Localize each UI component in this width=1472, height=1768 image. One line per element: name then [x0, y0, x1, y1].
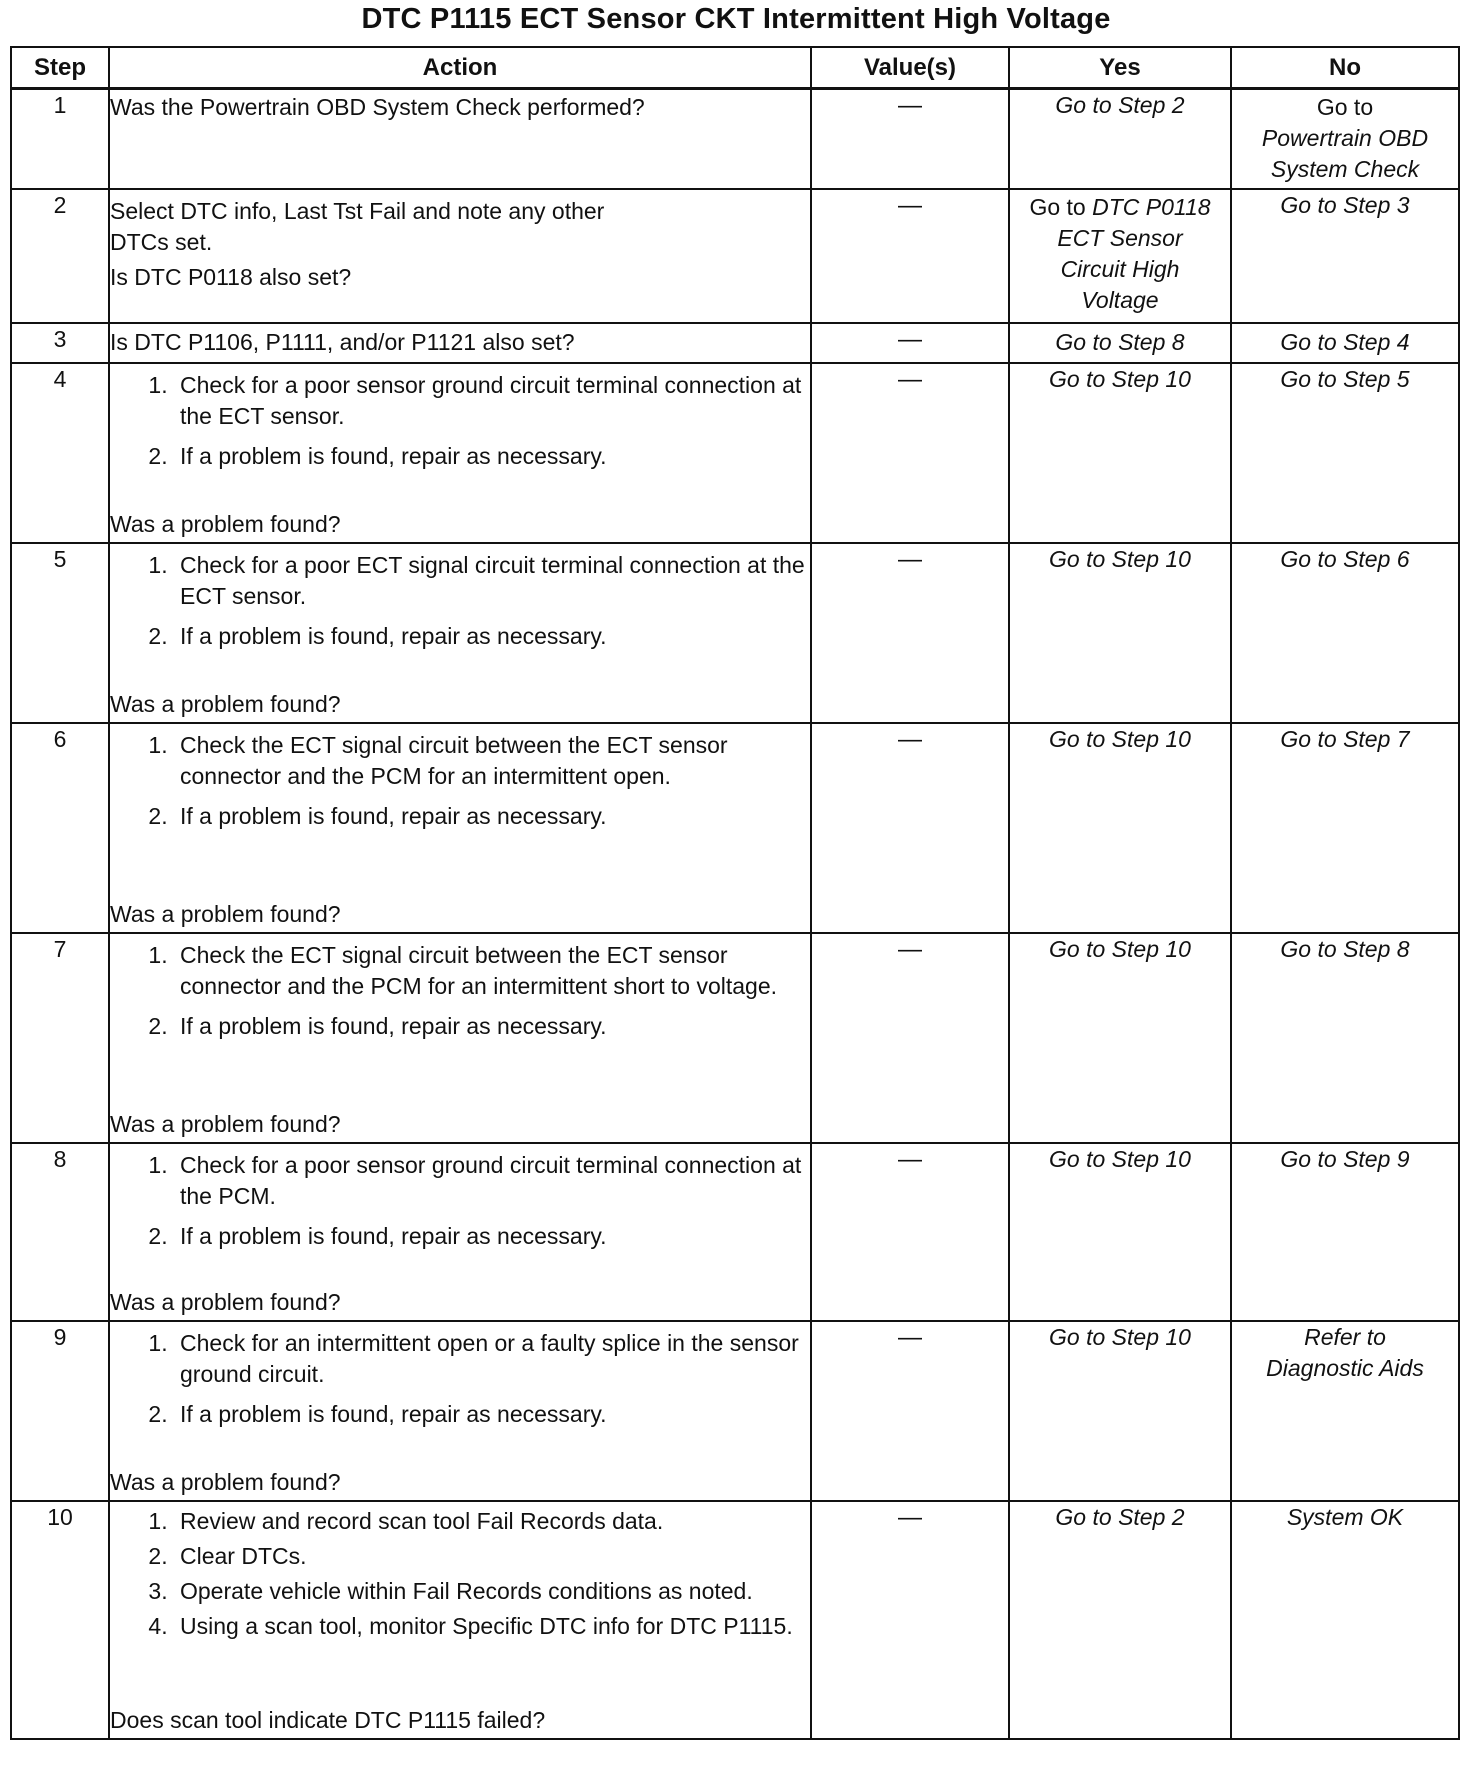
action-question: Was a problem found? — [110, 1110, 341, 1137]
no-link[interactable]: Go to Step 7 — [1280, 725, 1410, 752]
yes-link-text[interactable]: DTC P0118 — [1092, 193, 1211, 220]
header-no: No — [1231, 47, 1459, 89]
value-cell — [811, 363, 1009, 543]
table-row-step-1 — [11, 89, 1459, 189]
no-link[interactable]: Go to Step 8 — [1280, 935, 1410, 962]
value-dash: — — [898, 1503, 922, 1531]
no-link[interactable]: Go to Step 4 — [1280, 329, 1410, 355]
no-cell — [1231, 543, 1459, 723]
action-list — [110, 370, 810, 481]
table-row-step-7 — [11, 933, 1459, 1143]
yes-cell — [1009, 189, 1231, 323]
action-cell — [109, 89, 811, 189]
no-link[interactable]: Go to Step 9 — [1280, 1145, 1410, 1172]
table-row-step-8 — [11, 1143, 1459, 1321]
value-cell — [811, 323, 1009, 363]
value-dash: — — [898, 1323, 922, 1351]
action-item: 1. Check for an intermittent open or a faulty splice in the sensor ground circuit. — [174, 1328, 810, 1390]
yes-link[interactable]: Go to Step 8 — [1055, 329, 1185, 355]
header-values: Value(s) — [811, 47, 1009, 89]
action-item: 1. Check for a poor ECT signal circuit terminal connection at the ECT sensor. — [174, 550, 810, 612]
yes-link-line[interactable]: Circuit High — [1060, 255, 1180, 282]
yes-link[interactable]: Go to Step 10 — [1049, 725, 1191, 752]
yes-link[interactable]: Go to Step 2 — [1055, 92, 1185, 118]
value-cell — [811, 543, 1009, 723]
action-question: Was a problem found? — [110, 1288, 341, 1315]
value-dash: — — [898, 191, 922, 219]
yes-link[interactable]: Go to Step 10 — [1049, 1323, 1191, 1350]
no-cell — [1231, 933, 1459, 1143]
no-link-line[interactable]: System Check — [1270, 156, 1420, 182]
no-cell — [1231, 1501, 1459, 1739]
yes-cell — [1009, 1143, 1231, 1321]
yes-cell — [1009, 89, 1231, 189]
action-item: 3. Operate vehicle within Fail Records conditions as noted. — [174, 1576, 810, 1607]
yes-cell — [1009, 363, 1231, 543]
value-cell — [811, 89, 1009, 189]
no-cell — [1231, 89, 1459, 189]
no-cell — [1231, 323, 1459, 363]
action-text — [110, 190, 810, 293]
page-title: DTC P1115 ECT Sensor CKT Intermittent High Voltage — [361, 3, 1111, 35]
value-cell — [811, 933, 1009, 1143]
action-list — [110, 550, 810, 661]
action-question: Was a problem found? — [110, 1468, 341, 1495]
action-item: 2. If a problem is found, repair as necessary. — [174, 621, 810, 652]
value-cell — [811, 1143, 1009, 1321]
action-item: 1. Check for a poor sensor ground circuit terminal connection at the PCM. — [174, 1150, 810, 1212]
value-cell — [811, 1501, 1009, 1739]
no-cell — [1231, 363, 1459, 543]
step-number: 1 — [11, 89, 109, 189]
yes-prefix: Go to — [1029, 193, 1086, 220]
action-text: Is DTC P1106, P1111, and/or P1121 also set? — [110, 329, 575, 355]
action-text: Was the Powertrain OBD System Check performed? — [110, 94, 645, 120]
yes-link-line[interactable]: ECT Sensor — [1057, 224, 1183, 251]
table-row-step-6 — [11, 723, 1459, 933]
action-cell — [109, 723, 811, 933]
table-row-step-2 — [11, 189, 1459, 323]
yes-link-line[interactable]: Voltage — [1081, 286, 1159, 313]
action-list — [110, 940, 810, 1051]
action-question: Does scan tool indicate DTC P1115 failed? — [110, 1706, 546, 1733]
step-number: 6 — [11, 723, 109, 933]
no-cell — [1231, 189, 1459, 323]
action-item: 1. Check for a poor sensor ground circuit terminal connection at the ECT sensor. — [174, 370, 810, 432]
no-link-line[interactable]: Refer to — [1304, 1323, 1386, 1350]
header-step: Step — [11, 47, 109, 89]
yes-link[interactable]: Go to Step 10 — [1049, 1145, 1191, 1172]
step-number: 7 — [11, 933, 109, 1143]
header-action: Action — [109, 47, 811, 89]
step-number: 2 — [11, 189, 109, 323]
yes-link[interactable]: Go to Step 10 — [1049, 365, 1191, 392]
yes-link-line1[interactable] — [1010, 192, 1230, 223]
action-question: Was a problem found? — [110, 900, 341, 927]
step-number: 10 — [11, 1501, 109, 1739]
action-line: DTCs set. — [110, 228, 213, 255]
no-cell — [1231, 1143, 1459, 1321]
yes-cell — [1009, 933, 1231, 1143]
diagnostic-table — [10, 46, 1460, 1740]
value-cell — [811, 723, 1009, 933]
table-header-row — [11, 47, 1459, 89]
value-cell — [811, 1321, 1009, 1501]
step-number: 4 — [11, 363, 109, 543]
table-row-step-4 — [11, 363, 1459, 543]
value-dash: — — [898, 325, 922, 353]
action-item: 2. If a problem is found, repair as necessary. — [174, 1399, 810, 1430]
action-item: 2. If a problem is found, repair as necessary. — [174, 441, 810, 472]
action-list — [110, 1328, 810, 1439]
action-cell — [109, 543, 811, 723]
step-number: 5 — [11, 543, 109, 723]
yes-link[interactable]: Go to Step 2 — [1055, 1503, 1185, 1530]
yes-cell — [1009, 1321, 1231, 1501]
table-row-step-9 — [11, 1321, 1459, 1501]
action-cell — [109, 933, 811, 1143]
value-dash: — — [898, 92, 922, 119]
value-dash: — — [898, 1145, 922, 1173]
value-dash: — — [898, 935, 922, 963]
step-number: 8 — [11, 1143, 109, 1321]
yes-cell — [1009, 1501, 1231, 1739]
value-dash: — — [898, 365, 922, 393]
no-result: System OK — [1286, 1503, 1404, 1530]
action-cell — [109, 323, 811, 363]
action-item: 1. Check the ECT signal circuit between the ECT sensor connector and the PCM for an intermittent open. — [174, 730, 810, 792]
table-row-step-3 — [11, 323, 1459, 363]
action-cell — [109, 1501, 811, 1739]
yes-cell — [1009, 323, 1231, 363]
action-cell — [109, 189, 811, 323]
action-question: Is DTC P0118 also set? — [110, 263, 352, 290]
no-link-line[interactable]: Diagnostic Aids — [1266, 1354, 1424, 1381]
action-item: 2. If a problem is found, repair as necessary. — [174, 1221, 810, 1252]
action-item: 4. Using a scan tool, monitor Specific DTC info for DTC P1115. — [174, 1611, 810, 1642]
action-cell — [109, 363, 811, 543]
yes-link[interactable]: Go to Step 10 — [1049, 935, 1191, 962]
action-item: 2. If a problem is found, repair as necessary. — [174, 801, 810, 832]
header-yes: Yes — [1009, 47, 1231, 89]
no-link[interactable]: Go to Step 5 — [1280, 365, 1410, 392]
action-list — [110, 1150, 810, 1261]
action-item: 1. Check the ECT signal circuit between the ECT sensor connector and the PCM for an intermittent short to voltage. — [174, 940, 810, 1002]
action-item: 2. Clear DTCs. — [174, 1541, 810, 1572]
action-list — [110, 1506, 810, 1642]
action-cell — [109, 1321, 811, 1501]
action-item: 2. If a problem is found, repair as necessary. — [174, 1011, 810, 1042]
table-row-step-10 — [11, 1501, 1459, 1739]
action-question: Was a problem found? — [110, 510, 341, 537]
no-link-line[interactable]: Powertrain OBD — [1261, 125, 1429, 151]
no-line: Go to — [1316, 94, 1374, 120]
no-cell — [1231, 1321, 1459, 1501]
step-number: 3 — [11, 323, 109, 363]
action-item: 1. Review and record scan tool Fail Records data. — [174, 1506, 810, 1537]
action-question: Was a problem found? — [110, 690, 341, 717]
value-cell — [811, 189, 1009, 323]
no-link[interactable]: Go to Step 6 — [1280, 545, 1410, 572]
value-dash: — — [898, 725, 922, 753]
no-link[interactable]: Go to Step 3 — [1280, 191, 1410, 218]
no-cell — [1231, 723, 1459, 933]
yes-cell — [1009, 543, 1231, 723]
step-number: 9 — [11, 1321, 109, 1501]
action-line: Select DTC info, Last Tst Fail and note any other — [110, 197, 605, 224]
table-row-step-5 — [11, 543, 1459, 723]
action-cell — [109, 1143, 811, 1321]
action-list — [110, 730, 810, 841]
yes-cell — [1009, 723, 1231, 933]
value-dash: — — [898, 545, 922, 573]
yes-link[interactable]: Go to Step 10 — [1049, 545, 1191, 572]
